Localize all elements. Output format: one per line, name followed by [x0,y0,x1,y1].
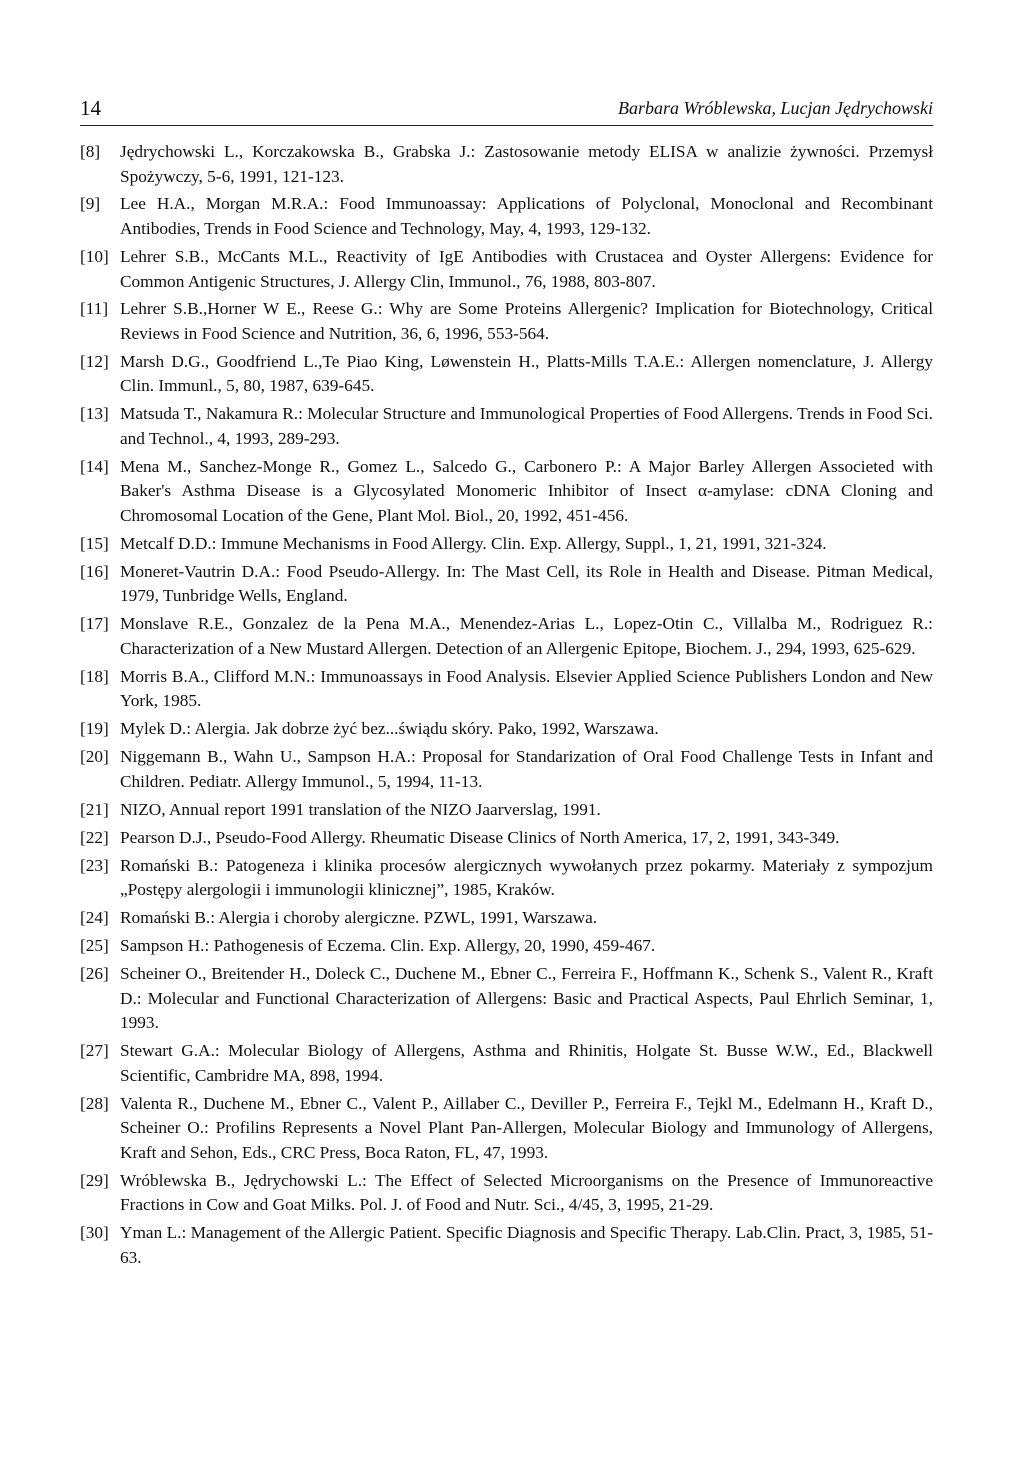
reference-item [80,717,933,742]
reference-number: [21] [80,799,109,819]
reference-item [80,962,933,1036]
reference-item [80,906,933,931]
reference-number: [16] [80,561,109,581]
reference-item [80,140,933,189]
reference-number: [11] [80,299,109,319]
reference-item [80,1092,933,1166]
reference-item [80,297,933,346]
reference-list [80,140,933,1274]
running-title: Barbara Wróblewska, Lucjan Jędrychowski [618,98,933,118]
reference-text: Romański B.: Alergia i choroby alergiczne. PZWL, 1991, Warszawa. [120,908,598,928]
reference-number: [24] [80,908,109,928]
reference-text: Stewart G.A.: Molecular Biology of Allergens, Asthma and Rhinitis, Holgate St. Busse W.W., Ed., Blackwell Scientific, Cambridre MA, 898, 1994. [120,1041,933,1085]
reference-text: Pearson D.J., Pseudo-Food Allergy. Rheumatic Disease Clinics of North America, 17, 2, 1991, 343-349. [120,827,840,847]
reference-number: [18] [80,666,109,686]
reference-number: [12] [80,351,109,371]
reference-item [80,560,933,609]
reference-number: [14] [80,456,109,476]
reference-text: Moneret-Vautrin D.A.: Food Pseudo-Allergy. In: The Mast Cell, its Role in Health and Disease. Pitman Medical, 1979, Tunbridge Wells, England. [120,561,933,606]
reference-number: [20] [80,747,109,767]
reference-text: Niggemann B., Wahn U., Sampson H.A.: Proposal for Standarization of Oral Food Challenge Tests in Infant and Children. Pediatr. Allergy Immunol., 5, 1994, 11-13. [120,747,933,791]
reference-item [80,854,933,903]
reference-item [80,1169,933,1218]
reference-text: Scheiner O., Breitender H., Doleck C., Duchene M., Ebner C., Ferreira F., Hoffmann K., Schenk S., Valent R., Kraft D.: Molecular and Functional Characterization of Allergens: Basic and Practical Aspects, Paul Ehrlich Seminar, 1, 1993. [120,963,933,1033]
reference-item [80,402,933,451]
reference-number: [19] [80,719,109,739]
reference-item [80,1221,933,1270]
page-number: 14 [80,96,101,120]
reference-text: Valenta R., Duchene M., Ebner C., Valent P., Aillaber C., Deviller P., Ferreira F., Tejkl M., Edelmann H., Kraft D., Scheiner O.: Profilins Represents a Novel Plant Pan-Allergen, Molecular Biology and Immunology of Allergens, Kraft and Sehon, Eds., CRC Press, Boca Raton, FL, 47, 1993. [120,1093,933,1162]
reference-number: [17] [80,614,109,634]
reference-item [80,532,933,557]
reference-item [80,798,933,823]
reference-text: Lehrer S.B.,Horner W E., Reese G.: Why are Some Proteins Allergenic? Implication for Biotechnology, Critical Reviews in Food Science and Nutrition, 36, 6, 1996, 553-564. [120,299,933,343]
reference-item [80,245,933,294]
reference-item [80,350,933,399]
reference-text: Romański B.: Patogeneza i klinika procesów alergicznych wywołanych przez pokarmy. Materiały z sympozjum „Postępy alergologii i immunologii klinicznej”, 1985, Kraków. [120,855,933,900]
reference-item [80,192,933,241]
reference-number: [28] [80,1093,109,1113]
reference-number: [26] [80,963,109,983]
reference-text: Monslave R.E., Gonzalez de la Pena M.A., Menendez-Arias L., Lopez-Otin C., Villalba M., Rodriguez R.: Characterization of a New Mustard Allergen. Detection of an Allergenic Epitope, Biochem. J., 294, 1993, 625-629. [120,614,933,658]
reference-item [80,1039,933,1088]
reference-number: [29] [80,1170,109,1190]
page-header [80,96,933,126]
reference-item [80,612,933,661]
reference-item [80,745,933,794]
reference-number: [10] [80,246,109,266]
reference-number: [22] [80,827,109,847]
reference-text: Sampson H.: Pathogenesis of Eczema. Clin. Exp. Allergy, 20, 1990, 459-467. [120,936,656,956]
reference-text: Lehrer S.B., McCants M.L., Reactivity of IgE Antibodies with Crustacea and Oyster Allergens: Evidence for Common Antigenic Structures, J. Allergy Clin, Immunol., 76, 1988, 803-807. [120,246,933,291]
reference-text: Marsh D.G., Goodfriend L.,Te Piao King, Løwenstein H., Platts-Mills T.A.E.: Allergen nomenclature, J. Allergy Clin. Immunl., 5, 80, 1987, 639-645. [120,351,933,396]
header-rule [80,125,933,126]
reference-text: Mylek D.: Alergia. Jak dobrze żyć bez...świądu skóry. Pako, 1992, Warszawa. [120,719,659,739]
reference-text: NIZO, Annual report 1991 translation of the NIZO Jaarverslag, 1991. [120,799,601,819]
reference-text: Mena M., Sanchez-Monge R., Gomez L., Salcedo G., Carbonero P.: A Major Barley Allergen Associeted with Baker's Asthma Disease is a Glycosylated Monomeric Inhibitor of Insect α-amylase: cDNA Cloning and Chromosomal Location of the Gene, Plant Mol. Biol., 20, 1992, 451-456. [120,456,933,525]
reference-number: [13] [80,404,109,424]
reference-number: [23] [80,855,109,875]
reference-text: Yman L.: Management of the Allergic Patient. Specific Diagnosis and Specific Therapy. Lab.Clin. Pract, 3, 1985, 51-63. [120,1223,933,1267]
reference-text: Metcalf D.D.: Immune Mechanisms in Food Allergy. Clin. Exp. Allergy, Suppl., 1, 21, 1991, 321-324. [120,533,827,553]
reference-number: [25] [80,936,109,956]
reference-number: [30] [80,1223,109,1243]
reference-text: Jędrychowski L., Korczakowska B., Grabska J.: Zastosowanie metody ELISA w analizie żywności. Przemysł Spożywczy, 5-6, 1991, 121-123. [120,142,933,186]
reference-text: Morris B.A., Clifford M.N.: Immunoassays in Food Analysis. Elsevier Applied Science Publishers London and New York, 1985. [120,666,933,711]
reference-number: [8] [80,142,101,161]
reference-text: Wróblewska B., Jędrychowski L.: The Effect of Selected Microorganisms on the Presence of Immunoreactive Fractions in Cow and Goat Milks. Pol. J. of Food and Nutr. Sci., 4/45, 3, 1995, 21-29. [120,1170,933,1215]
reference-number: [15] [80,533,109,553]
reference-text: Lee H.A., Morgan M.R.A.: Food Immunoassay: Applications of Polyclonal, Monoclonal and Recombinant Antibodies, Trends in Food Science and Technology, May, 4, 1993, 129-132. [120,194,933,239]
reference-number: [27] [80,1041,109,1061]
reference-item [80,665,933,714]
reference-text: Matsuda T., Nakamura R.: Molecular Structure and Immunological Properties of Food Allergens. Trends in Food Sci. and Technol., 4, 1993, 289-293. [120,404,933,448]
reference-item [80,934,933,959]
reference-item [80,826,933,851]
reference-number: [9] [80,194,101,214]
reference-item [80,455,933,529]
